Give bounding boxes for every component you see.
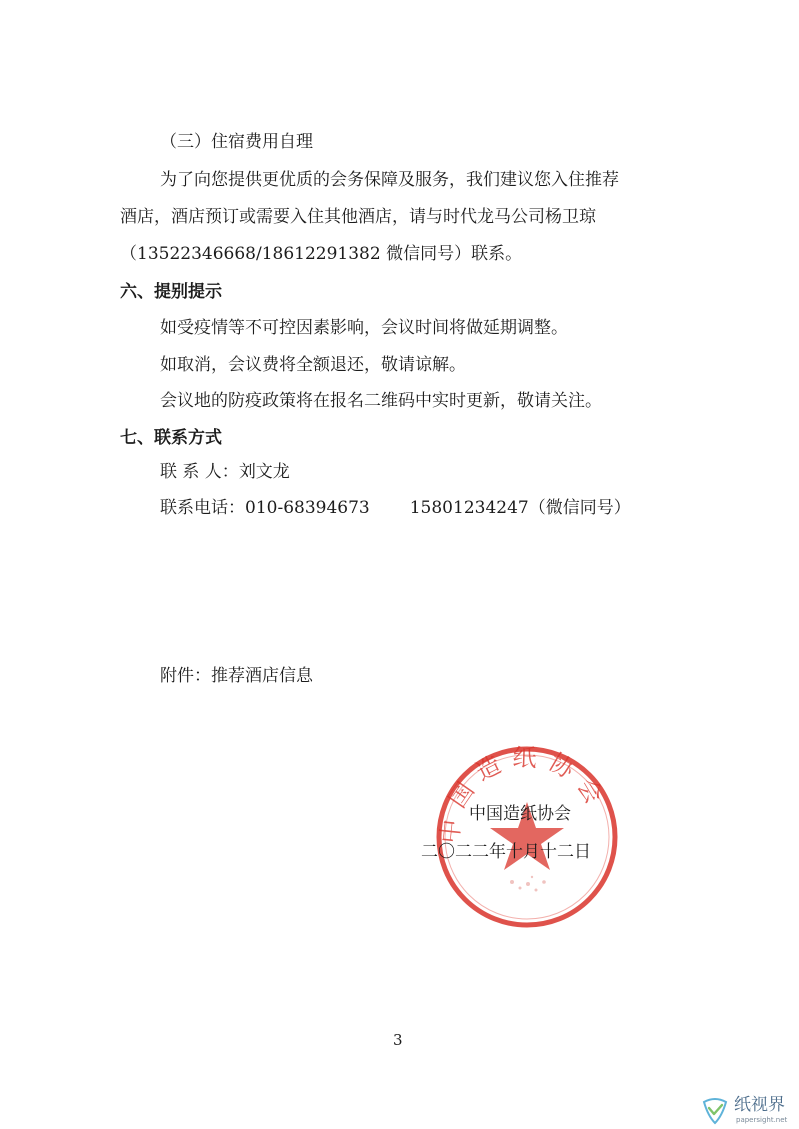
notice-item: 如受疫情等不可控因素影响，会议时间将做延期调整。 [160,318,568,338]
signature-date: 二〇二二年十月十二日 [421,842,591,862]
watermark-logo-icon [700,1096,730,1126]
watermark [700,1095,795,1127]
watermark-name: 纸视界 [734,1095,785,1115]
contact-person-label: 联 系 人： [160,462,239,482]
signature-organization: 中国造纸协会 [469,804,571,824]
official-seal [432,742,622,932]
page-number: 3 [393,1031,403,1049]
section-3-subtitle: （三）住宿费用自理 [160,132,313,152]
contact-phone-label: 联系电话： [160,498,245,518]
notice-item: 如取消，会议费将全额退还，敬请谅解。 [160,355,466,375]
contact-person-name: 刘文龙 [238,462,290,482]
seal-texture-icon [510,876,546,892]
section-6-heading: 六、提别提示 [120,282,222,302]
notice-item: 会议地的防疫政策将在报名二维码中实时更新，敬请关注。 [160,391,602,411]
attachment-note: 附件：推荐酒店信息 [160,666,313,686]
contact-phone-2: 15801234247（微信同号） [409,498,631,518]
section-3-paragraph-line: 为了向您提供更优质的会务保障及服务，我们建议您入住推荐 [160,170,619,190]
seal-text: 中国造纸协会 [435,743,614,845]
contact-person-row [160,462,290,482]
contact-phone-1: 010-68394673 [245,498,370,518]
contact-phone-row [160,498,631,518]
watermark-url: papersight.net [736,1116,788,1124]
section-3-paragraph-line: 酒店，酒店预订或需要入住其他酒店，请与时代龙马公司杨卫琼 [120,207,596,227]
section-3-paragraph-line: （13522346668/18612291382 微信同号）联系。 [120,244,523,264]
section-7-heading: 七、联系方式 [120,428,222,448]
